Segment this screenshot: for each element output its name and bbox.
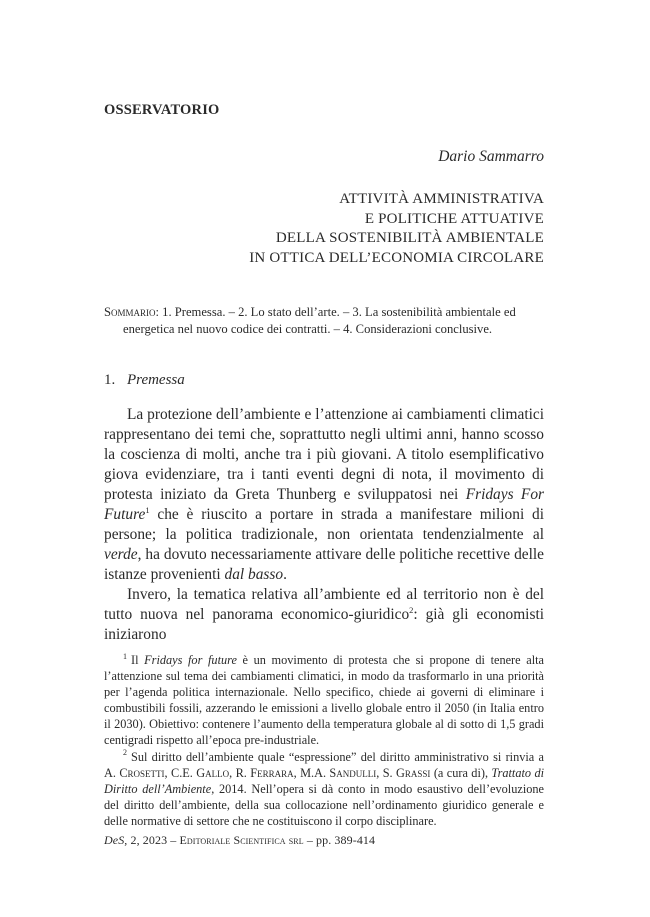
- section-number: 1.: [104, 372, 116, 388]
- summary-line-2: energetica nel nuovo codice dei contratti. – 4. Considerazioni conclusive.: [123, 322, 493, 336]
- fn2-text-d: , M.A.: [293, 765, 330, 780]
- fn1-italic: Fridays for future: [144, 653, 237, 667]
- fn2-text-f: (a cura di),: [430, 765, 492, 780]
- fn2-italic-title: Trattato di Diritto dell’Ambiente: [104, 765, 545, 796]
- section-label: OSSERVATORIO: [104, 102, 220, 118]
- author-name: Dario Sammarro: [438, 148, 544, 165]
- p1-text-c: , ha dovuto necessariamente attivare delle politiche recettive delle istanze provenienti: [104, 546, 544, 583]
- title-line-2: E POLITICHE ATTUATIVE: [364, 210, 544, 227]
- footer-publisher: Editoriale Scientifica srl: [179, 833, 304, 847]
- fn1-text-b: è un movimento di protesta che si propone di tenere alta l’attenzione sul tema dei cambiamenti climatici, in modo da trasformarlo in una priorità per l’agenda politica internazionale. Nello specifico, chiede ai governi di eliminare i combustibili fossili, azzerando le emissioni a livello globale entro il 2050 (in Italia entro il 2030). Obiettivo: contenere l’aumento della temperatura globale al di sotto di 1,5 gradi centigradi rispetto all’epoca pre-industriale.: [104, 653, 544, 748]
- fn2-text-a: Sul diritto dell’ambiente quale “espressione” del diritto amministrativo si rinvia a A.: [104, 749, 544, 780]
- footnote-2-number: 2: [123, 748, 127, 758]
- footnotes: [104, 652, 544, 829]
- title-line-3: DELLA SOSTENIBILITÀ AMBIENTALE: [275, 230, 544, 246]
- paragraph-2: [104, 585, 544, 645]
- footnote-2: [104, 749, 544, 829]
- page-footer: [104, 833, 375, 848]
- p1-italic-verde: verde: [104, 546, 138, 563]
- footer-text-b: – pp. 389-414: [303, 833, 376, 847]
- p1-text-b: che è riuscito a portare in strada a manifestare milioni di persone; la politica tradizionale, non orientata tendenzialmente al: [104, 506, 544, 543]
- footnote-1: [104, 652, 544, 749]
- body-text: [104, 405, 544, 645]
- fn2-text-b: , C.E.: [164, 765, 197, 780]
- footnote-ref-1[interactable]: 1: [145, 504, 150, 515]
- title-line-4: IN OTTICA DELL’ECONOMIA CIRCOLARE: [249, 249, 544, 266]
- p1-italic-fridays: Fridays For Future: [104, 486, 545, 523]
- fn2-author-2: Gallo: [196, 765, 230, 780]
- fn2-author-5: Grassi: [396, 765, 431, 780]
- fn2-text-g: , 2014. Nell’opera si dà conto in modo esaustivo dell’evoluzione del diritto dell’ambiente, della sua collocazione nell’ordinamento giuridico generale e delle normative di settore che ne costituiscono il corpo disciplinare.: [104, 781, 545, 828]
- footnote-ref-2[interactable]: 2: [409, 604, 414, 615]
- fn2-author-1: Crosetti: [119, 765, 165, 780]
- p1-text-d: .: [283, 566, 287, 583]
- fn2-author-3: Ferrara: [250, 765, 294, 780]
- p1-text-a: La protezione dell’ambiente e l’attenzione ai cambiamenti climatici rappresentano dei temi che, soprattutto negli ultimi anni, hanno scosso la coscienza di molti, anche tra i più giovani. A titolo esemplificativo giova evidenziare, tra i tanti eventi degni di nota, il movimento di protesta iniziato da Greta Thunberg e sviluppatosi nei: [104, 406, 544, 503]
- summary-line-1: [104, 304, 544, 321]
- summary-label: Sommario: [104, 305, 156, 319]
- article-title: [104, 190, 544, 268]
- paragraph-1: [104, 405, 544, 585]
- section-title: Premessa: [127, 372, 185, 388]
- p2-text-b: : già gli economisti iniziarono: [104, 606, 544, 643]
- fn1-text-a: Il: [131, 653, 145, 667]
- footnote-1-number: 1: [123, 651, 127, 661]
- footer-text-a: , 2, 2023 –: [124, 833, 180, 847]
- section-heading: [104, 372, 185, 389]
- footer-journal: DeS: [104, 833, 125, 847]
- fn2-text-e: , S.: [376, 765, 397, 780]
- fn2-text-c: , R.: [229, 765, 251, 780]
- fn2-author-4: Sandulli: [329, 765, 377, 780]
- summary: [104, 304, 544, 338]
- p1-italic-dal-basso: dal basso: [224, 566, 284, 583]
- summary-text-1: : 1. Premessa. – 2. Lo stato dell’arte. – 3. La sostenibilità ambientale ed: [155, 305, 516, 319]
- title-line-1: ATTIVITÀ AMMINISTRATIVA: [339, 191, 544, 207]
- p2-text-a: Invero, la tematica relativa all’ambiente ed al territorio non è del tutto nuova nel panorama economico-giuridico: [104, 586, 544, 623]
